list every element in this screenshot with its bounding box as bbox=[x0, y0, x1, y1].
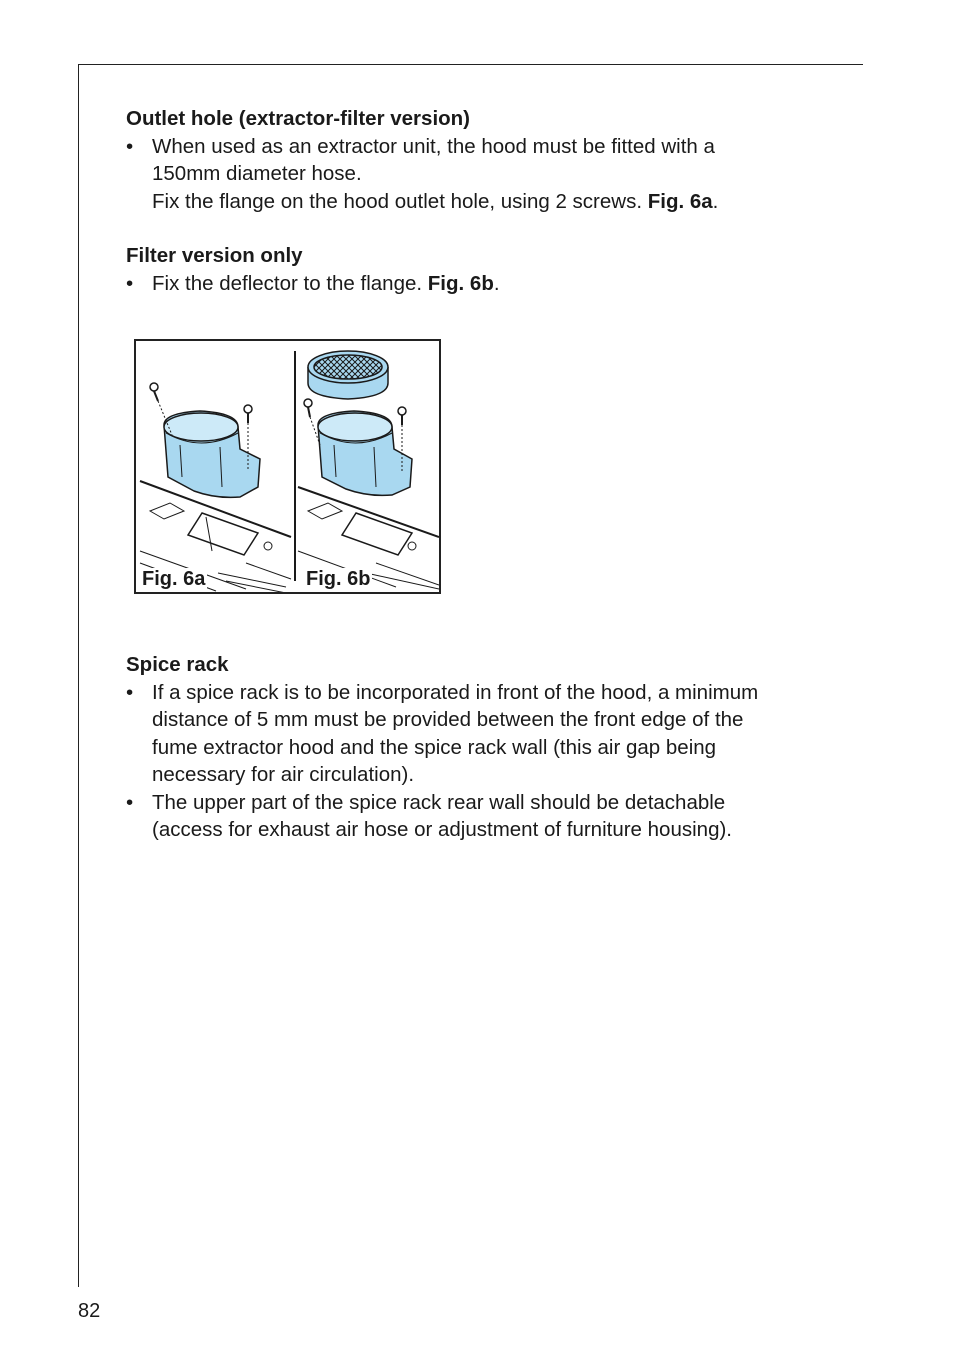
list-item bbox=[126, 789, 846, 844]
flange-illustration bbox=[136, 341, 439, 592]
text-line bbox=[152, 188, 846, 216]
bullet-glyph: • bbox=[126, 790, 134, 814]
list-item bbox=[126, 270, 846, 298]
page-number: 82 bbox=[78, 1300, 101, 1322]
text-line: 150mm diameter hose. bbox=[152, 162, 362, 185]
list-item bbox=[126, 679, 846, 789]
section-spice-rack bbox=[126, 651, 846, 844]
left-rule bbox=[78, 64, 79, 1287]
text-line: fume extractor hood and the spice rack wall (this air gap being bbox=[152, 735, 717, 759]
deflector-icon bbox=[308, 351, 388, 399]
screw-icon bbox=[150, 383, 172, 435]
figure-label-6a: Fig. 6a bbox=[142, 568, 206, 590]
text-line: The upper part of the spice rack rear wall should be detachable bbox=[152, 790, 726, 814]
text-line: necessary for air circulation). bbox=[152, 763, 415, 786]
bullet-glyph: • bbox=[126, 134, 134, 158]
section-heading: Outlet hole (extractor-filter version) bbox=[126, 107, 471, 130]
bullet-glyph: • bbox=[126, 680, 134, 704]
bullet-list bbox=[126, 679, 846, 844]
text-line: If a spice rack is to be incorporated in front of the hood, a minimum bbox=[152, 680, 759, 704]
fig-6a-drawing bbox=[140, 383, 291, 592]
text-run: Fix the flange on the hood outlet hole, using 2 screws. bbox=[152, 189, 648, 213]
figure-6a-6b bbox=[134, 339, 441, 594]
list-item bbox=[126, 133, 846, 216]
text-run: Fix the deflector to the flange. bbox=[152, 271, 428, 295]
text-line: When used as an extractor unit, the hood must be fitted with a bbox=[152, 134, 715, 158]
section-heading: Spice rack bbox=[126, 653, 229, 676]
bullet-glyph: • bbox=[126, 271, 134, 295]
bullet-list bbox=[126, 270, 846, 298]
top-rule bbox=[78, 64, 863, 65]
figure-reference: Fig. 6a bbox=[647, 189, 713, 213]
text-line: distance of 5 mm must be provided between the front edge of the bbox=[152, 708, 744, 731]
figure-reference: Fig. 6b bbox=[427, 271, 494, 295]
screw-icon bbox=[304, 399, 320, 445]
text-line: (access for exhaust air hose or adjustment of furniture housing). bbox=[152, 818, 732, 841]
section-filter-version bbox=[126, 242, 846, 297]
figure-label-6b: Fig. 6b bbox=[306, 568, 371, 590]
fig-6b-drawing bbox=[298, 351, 439, 589]
bullet-list bbox=[126, 133, 846, 216]
section-outlet-hole bbox=[126, 105, 846, 215]
section-heading: Filter version only bbox=[126, 244, 303, 267]
text-run: . bbox=[712, 189, 719, 213]
text-run: . bbox=[493, 271, 500, 295]
